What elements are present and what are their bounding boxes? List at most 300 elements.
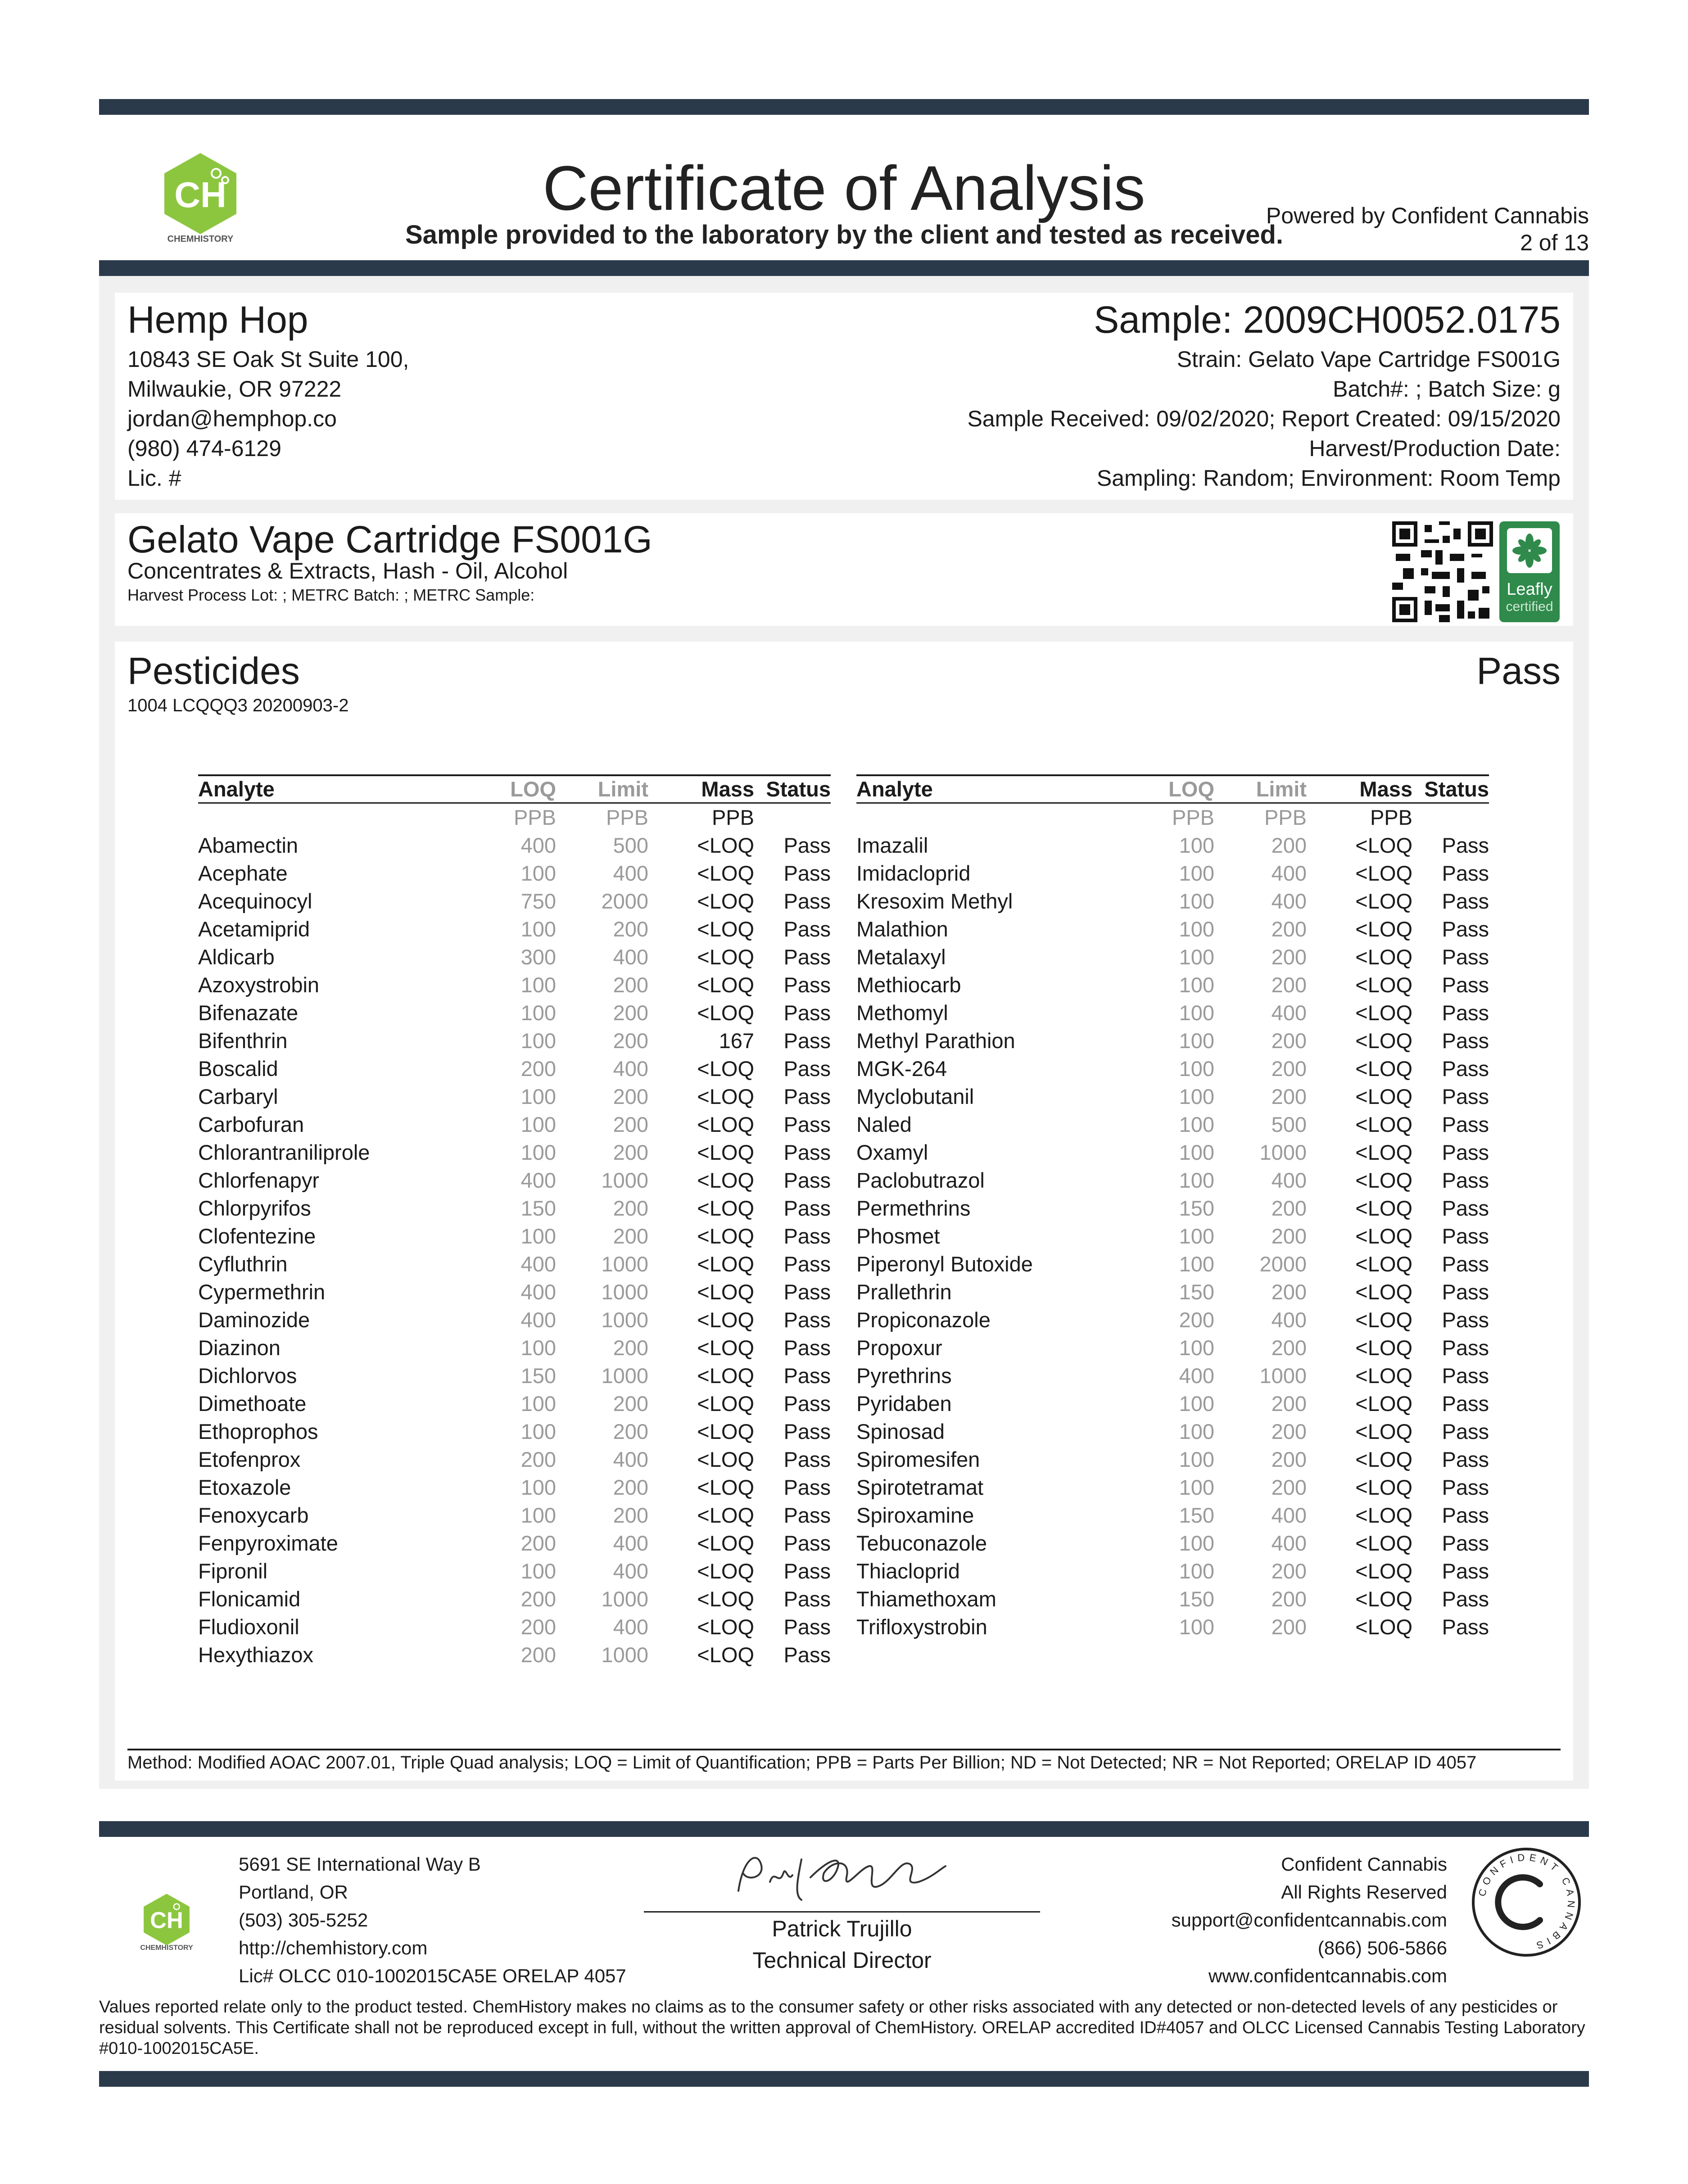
status-value: Pass [1442, 1447, 1489, 1471]
status-value: Pass [1442, 1503, 1489, 1527]
table-row [856, 887, 1489, 915]
table-row [198, 1278, 831, 1306]
mass-value: <LOQ [1355, 1531, 1412, 1555]
mass-value: <LOQ [697, 1168, 754, 1192]
loq-value: 150 [520, 1364, 556, 1388]
table-rows-right [856, 832, 1489, 1641]
loq-value: 100 [1179, 1531, 1214, 1555]
analyte-name: Spirotetramat [856, 1475, 984, 1499]
analyte-name: Bifenthrin [198, 1029, 288, 1053]
loq-value: 100 [1179, 1224, 1214, 1248]
status-value: Pass [783, 1001, 831, 1025]
table-row [198, 1250, 831, 1278]
table-row [856, 1501, 1489, 1529]
table-row [198, 1446, 831, 1474]
mass-value: <LOQ [697, 1001, 754, 1025]
mass-value: <LOQ [697, 1280, 754, 1304]
lab-website: http://chemhistory.com [239, 1937, 428, 1958]
limit-value: 200 [613, 1196, 648, 1220]
table-row [198, 1557, 831, 1585]
limit-value: 200 [1271, 1057, 1307, 1081]
status-value: Pass [1442, 1140, 1489, 1164]
loq-value: 200 [520, 1587, 556, 1611]
table-row [856, 1139, 1489, 1167]
mass-value: <LOQ [1355, 1615, 1412, 1639]
loq-value: 100 [520, 1224, 556, 1248]
table-row [856, 1194, 1489, 1222]
limit-value: 1000 [1259, 1364, 1307, 1388]
status-value: Pass [1442, 973, 1489, 997]
analyte-name: Propiconazole [856, 1308, 991, 1332]
sample-dates: Sample Received: 09/02/2020; Report Created: 09/15/2020 [967, 406, 1561, 431]
status-value: Pass [783, 1587, 831, 1611]
status-value: Pass [1442, 1364, 1489, 1388]
status-value: Pass [783, 889, 831, 913]
units-row [198, 804, 831, 832]
analyte-name: Fludioxonil [198, 1615, 299, 1639]
table-row [856, 1390, 1489, 1418]
mass-value: <LOQ [1355, 1252, 1412, 1276]
limit-value: 200 [613, 1503, 648, 1527]
table-row [198, 915, 831, 943]
loq-value: 100 [1179, 1029, 1214, 1053]
mass-value: <LOQ [1355, 1001, 1412, 1025]
cc-phone: (866) 506-5866 [1317, 1937, 1447, 1958]
status-value: Pass [1442, 1280, 1489, 1304]
mass-value: <LOQ [697, 1252, 754, 1276]
limit-value: 1000 [601, 1643, 648, 1667]
header-analyte: Analyte [198, 777, 275, 801]
status-value: Pass [783, 1336, 831, 1360]
status-value: Pass [783, 1559, 831, 1583]
limit-value: 400 [613, 1615, 648, 1639]
table-row [856, 915, 1489, 943]
limit-value: 200 [613, 1392, 648, 1415]
pesticides-table-right [856, 774, 1489, 1641]
analyte-name: Kresoxim Methyl [856, 889, 1013, 913]
loq-value: 100 [520, 1112, 556, 1136]
analyte-name: Methiocarb [856, 973, 961, 997]
status-value: Pass [783, 1112, 831, 1136]
loq-value: 100 [1179, 1112, 1214, 1136]
loq-value: 100 [520, 1392, 556, 1415]
pesticides-title: Pesticides [127, 650, 300, 692]
loq-value: 150 [1179, 1280, 1214, 1304]
table-row [856, 1027, 1489, 1055]
limit-value: 200 [1271, 1224, 1307, 1248]
signature-image [729, 1841, 955, 1909]
analyte-name: Cypermethrin [198, 1280, 326, 1304]
sample-sampling: Sampling: Random; Environment: Room Temp [1096, 466, 1561, 491]
header-limit: Limit [597, 777, 648, 801]
status-value: Pass [783, 1643, 831, 1667]
mass-value: <LOQ [697, 1140, 754, 1164]
analyte-name: Boscalid [198, 1057, 278, 1081]
table-row [198, 1474, 831, 1501]
sample-harvest-date: Harvest/Production Date: [1309, 436, 1561, 461]
loq-value: 400 [520, 833, 556, 857]
loq-value: 100 [520, 1475, 556, 1499]
limit-value: 200 [1271, 1029, 1307, 1053]
header-status: Status [766, 777, 831, 801]
analyte-name: Pyridaben [856, 1392, 952, 1415]
leafly-badge [1499, 521, 1560, 622]
loq-value: 100 [520, 1503, 556, 1527]
status-value: Pass [1442, 1475, 1489, 1499]
unit-mass: PPB [1370, 805, 1412, 829]
loq-value: 100 [1179, 1447, 1214, 1471]
status-value: Pass [1442, 1531, 1489, 1555]
loq-value: 100 [1179, 1252, 1214, 1276]
status-value: Pass [783, 1392, 831, 1415]
status-value: Pass [783, 1252, 831, 1276]
table-row [198, 859, 831, 887]
mass-value: <LOQ [1355, 833, 1412, 857]
limit-value: 200 [1271, 1615, 1307, 1639]
limit-value: 200 [613, 917, 648, 941]
analyte-name: Dimethoate [198, 1392, 307, 1415]
analyte-name: Trifloxystrobin [856, 1615, 987, 1639]
limit-value: 400 [1271, 1308, 1307, 1332]
table-row [198, 1585, 831, 1613]
table-row [198, 1641, 831, 1669]
status-value: Pass [1442, 1168, 1489, 1192]
footer-cc-info [1172, 1850, 1447, 1990]
analyte-name: Spinosad [856, 1420, 945, 1443]
limit-value: 1000 [601, 1280, 648, 1304]
mass-value: <LOQ [697, 945, 754, 969]
table-row [198, 1222, 831, 1250]
table-row [856, 1083, 1489, 1111]
status-value: Pass [783, 1503, 831, 1527]
mass-value: <LOQ [697, 973, 754, 997]
status-value: Pass [1442, 1615, 1489, 1639]
loq-value: 150 [520, 1196, 556, 1220]
table-row [198, 1139, 831, 1167]
table-row [856, 1334, 1489, 1362]
mass-value: <LOQ [697, 1392, 754, 1415]
status-value: Pass [1442, 1029, 1489, 1053]
table-row [198, 1167, 831, 1194]
loq-value: 100 [1179, 1615, 1214, 1639]
table-row [198, 1027, 831, 1055]
analyte-name: Carbaryl [198, 1085, 278, 1108]
limit-value: 1000 [601, 1252, 648, 1276]
client-email: jordan@hemphop.co [127, 406, 337, 431]
loq-value: 200 [520, 1643, 556, 1667]
limit-value: 2000 [1259, 1252, 1307, 1276]
limit-value: 200 [1271, 917, 1307, 941]
limit-value: 200 [613, 1336, 648, 1360]
mass-value: <LOQ [697, 1336, 754, 1360]
limit-value: 200 [1271, 833, 1307, 857]
mass-value: <LOQ [1355, 1057, 1412, 1081]
loq-value: 750 [520, 889, 556, 913]
analyte-name: Diazinon [198, 1336, 281, 1360]
unit-limit: PPB [606, 805, 648, 829]
table-row [198, 1194, 831, 1222]
analyte-name: Acetamiprid [198, 917, 310, 941]
mass-value: <LOQ [1355, 917, 1412, 941]
limit-value: 200 [1271, 1196, 1307, 1220]
status-value: Pass [783, 1308, 831, 1332]
analyte-name: Pyrethrins [856, 1364, 952, 1388]
analyte-name: Prallethrin [856, 1280, 952, 1304]
limit-value: 200 [1271, 1392, 1307, 1415]
loq-value: 400 [520, 1252, 556, 1276]
loq-value: 100 [520, 1029, 556, 1053]
pesticides-batch-code: 1004 LCQQQ3 20200903-2 [127, 696, 349, 715]
status-value: Pass [783, 917, 831, 941]
loq-value: 100 [1179, 1392, 1214, 1415]
header-mass: Mass [1359, 777, 1412, 801]
loq-value: 200 [520, 1057, 556, 1081]
analyte-name: Hexythiazox [198, 1643, 313, 1667]
loq-value: 100 [520, 973, 556, 997]
table-row [198, 1334, 831, 1362]
mass-value: <LOQ [1355, 1475, 1412, 1499]
status-value: Pass [1442, 1559, 1489, 1583]
table-row [856, 943, 1489, 971]
footer-bar-bottom [99, 2071, 1589, 2087]
limit-value: 200 [613, 1001, 648, 1025]
mass-value: <LOQ [697, 1420, 754, 1443]
unit-loq: PPB [513, 805, 556, 829]
table-row [856, 971, 1489, 999]
table-row [856, 1278, 1489, 1306]
analyte-name: Carbofuran [198, 1112, 304, 1136]
loq-value: 100 [520, 1559, 556, 1583]
mass-value: <LOQ [697, 917, 754, 941]
limit-value: 200 [1271, 973, 1307, 997]
mass-value: <LOQ [1355, 1308, 1412, 1332]
table-row [198, 1362, 831, 1390]
mass-value: <LOQ [697, 861, 754, 885]
mass-value: <LOQ [697, 1503, 754, 1527]
loq-value: 100 [520, 1420, 556, 1443]
status-value: Pass [1442, 861, 1489, 885]
status-value: Pass [783, 1280, 831, 1304]
table-row [856, 1529, 1489, 1557]
analyte-name: Fipronil [198, 1559, 268, 1583]
table-row [856, 832, 1489, 859]
loq-value: 100 [520, 1085, 556, 1108]
loq-value: 100 [1179, 1559, 1214, 1583]
status-value: Pass [783, 1224, 831, 1248]
status-value: Pass [1442, 1392, 1489, 1415]
limit-value: 200 [613, 1085, 648, 1108]
limit-value: 200 [1271, 1559, 1307, 1583]
footer-lab-logo-text: CHEMHISTORY [140, 1944, 193, 1952]
signer-title: Technical Director [752, 1948, 932, 1973]
loq-value: 200 [1179, 1308, 1214, 1332]
table-row [856, 1111, 1489, 1139]
analyte-name: Bifenazate [198, 1001, 299, 1025]
mass-value: <LOQ [1355, 1029, 1412, 1053]
product-lots: Harvest Process Lot: ; METRC Batch: ; METRC Sample: [127, 586, 535, 604]
cc-website: www.confidentcannabis.com [1208, 1965, 1447, 1986]
status-value: Pass [783, 1140, 831, 1164]
mass-value: <LOQ [697, 1587, 754, 1611]
loq-value: 100 [1179, 1336, 1214, 1360]
table-row [856, 1250, 1489, 1278]
mass-value: <LOQ [1355, 1224, 1412, 1248]
limit-value: 200 [1271, 1085, 1307, 1108]
loq-value: 100 [1179, 1168, 1214, 1192]
mass-value: <LOQ [1355, 1392, 1412, 1415]
table-row [198, 999, 831, 1027]
limit-value: 200 [613, 1475, 648, 1499]
status-value: Pass [1442, 1336, 1489, 1360]
limit-value: 400 [613, 1531, 648, 1555]
status-value: Pass [783, 1420, 831, 1443]
analyte-name: Chlorpyrifos [198, 1196, 311, 1220]
mass-value: <LOQ [697, 1085, 754, 1108]
table-row [856, 1167, 1489, 1194]
loq-value: 400 [1179, 1364, 1214, 1388]
mass-value: <LOQ [1355, 973, 1412, 997]
analyte-name: Abamectin [198, 833, 299, 857]
table-row [198, 887, 831, 915]
limit-value: 400 [613, 1057, 648, 1081]
lab-phone: (503) 305-5252 [239, 1909, 368, 1931]
mass-value: <LOQ [697, 1475, 754, 1499]
analyte-name: Acequinocyl [198, 889, 312, 913]
table-row [198, 1083, 831, 1111]
limit-value: 500 [1271, 1112, 1307, 1136]
analyte-name: Spiromesifen [856, 1447, 980, 1471]
mass-value: <LOQ [1355, 945, 1412, 969]
limit-value: 1000 [1259, 1140, 1307, 1164]
mass-value: <LOQ [1355, 1587, 1412, 1611]
analyte-name: Imidacloprid [856, 861, 971, 885]
table-row [198, 1055, 831, 1083]
loq-value: 400 [520, 1280, 556, 1304]
table-row [856, 1613, 1489, 1641]
cc-email: support@confidentcannabis.com [1171, 1909, 1447, 1931]
loq-value: 100 [520, 917, 556, 941]
limit-value: 200 [1271, 1475, 1307, 1499]
limit-value: 400 [1271, 1168, 1307, 1192]
table-row [856, 859, 1489, 887]
limit-value: 400 [613, 861, 648, 885]
analyte-name: Ethoprophos [198, 1420, 318, 1443]
mass-value: <LOQ [1355, 1336, 1412, 1360]
mass-value: <LOQ [697, 833, 754, 857]
qr-code-icon [1392, 521, 1493, 622]
analyte-name: Oxamyl [856, 1140, 928, 1164]
status-value: Pass [783, 833, 831, 857]
sample-batch: Batch#: ; Batch Size: g [1333, 376, 1561, 402]
loq-value: 100 [1179, 1475, 1214, 1499]
table-row [856, 1306, 1489, 1334]
loq-value: 100 [520, 1140, 556, 1164]
analyte-name: Metalaxyl [856, 945, 946, 969]
loq-value: 100 [1179, 889, 1214, 913]
limit-value: 200 [613, 1140, 648, 1164]
signer-name: Patrick Trujillo [772, 1916, 912, 1941]
analyte-name: MGK-264 [856, 1057, 947, 1081]
loq-value: 100 [1179, 833, 1214, 857]
table-header [198, 774, 831, 804]
analyte-name: Myclobutanil [856, 1085, 974, 1108]
status-value: Pass [1442, 1085, 1489, 1108]
status-value: Pass [1442, 1196, 1489, 1220]
method-divider [127, 1749, 1561, 1750]
cc-name: Confident Cannabis [1281, 1854, 1447, 1875]
table-row [198, 1501, 831, 1529]
status-value: Pass [783, 1029, 831, 1053]
analyte-name: Propoxur [856, 1336, 942, 1360]
table-row [856, 1474, 1489, 1501]
limit-value: 200 [1271, 1420, 1307, 1443]
status-value: Pass [783, 1615, 831, 1639]
mass-value: <LOQ [697, 889, 754, 913]
analyte-name: Etofenprox [198, 1447, 301, 1471]
pesticides-result: Pass [1476, 650, 1561, 692]
sample-info [967, 295, 1561, 493]
limit-value: 400 [1271, 1503, 1307, 1527]
leafly-certified: certified [1506, 599, 1553, 614]
mass-value: <LOQ [697, 1308, 754, 1332]
loq-value: 400 [520, 1168, 556, 1192]
mass-value: <LOQ [697, 1224, 754, 1248]
table-rows-left [198, 832, 831, 1669]
limit-value: 200 [1271, 1447, 1307, 1471]
loq-value: 100 [1179, 1420, 1214, 1443]
unit-limit: PPB [1264, 805, 1307, 829]
svg-text:CONFIDENT CANNABIS [1476, 1851, 1577, 1952]
lab-logo-text: CHEMHISTORY [167, 234, 234, 244]
status-value: Pass [1442, 1308, 1489, 1332]
mass-value: 167 [719, 1029, 754, 1053]
mass-value: <LOQ [697, 1531, 754, 1555]
header-limit: Limit [1256, 777, 1307, 801]
loq-value: 100 [520, 1001, 556, 1025]
status-value: Pass [783, 1447, 831, 1471]
loq-value: 100 [1179, 973, 1214, 997]
loq-value: 300 [520, 945, 556, 969]
signature-line [644, 1911, 1040, 1913]
lab-address-2: Portland, OR [239, 1881, 348, 1903]
mass-value: <LOQ [1355, 1447, 1412, 1471]
mass-value: <LOQ [1355, 1168, 1412, 1192]
client-address-1: 10843 SE Oak St Suite 100, [127, 347, 409, 372]
table-header [856, 774, 1489, 804]
limit-value: 200 [1271, 1587, 1307, 1611]
table-row [856, 1418, 1489, 1446]
lab-address-1: 5691 SE International Way B [239, 1854, 481, 1875]
pesticides-table-left [198, 774, 831, 1669]
client-info [127, 295, 409, 493]
analyte-name: Paclobutrazol [856, 1168, 985, 1192]
limit-value: 200 [613, 1224, 648, 1248]
analyte-name: Fenpyroximate [198, 1531, 338, 1555]
method-note: Method: Modified AOAC 2007.01, Triple Quad analysis; LOQ = Limit of Quantification; PPB = Parts Per Billion; ND = Not Detected; NR = Not Reported; ORELAP ID 4057 [127, 1753, 1477, 1773]
analyte-name: Chlorantraniliprole [198, 1140, 370, 1164]
status-value: Pass [783, 1168, 831, 1192]
loq-value: 150 [1179, 1503, 1214, 1527]
analyte-name: Cyfluthrin [198, 1252, 288, 1276]
status-value: Pass [1442, 1587, 1489, 1611]
mass-value: <LOQ [1355, 1085, 1412, 1108]
limit-value: 400 [1271, 889, 1307, 913]
loq-value: 150 [1179, 1587, 1214, 1611]
mass-value: <LOQ [1355, 1559, 1412, 1583]
mass-value: <LOQ [697, 1196, 754, 1220]
limit-value: 1000 [601, 1587, 648, 1611]
limit-value: 200 [1271, 1336, 1307, 1360]
